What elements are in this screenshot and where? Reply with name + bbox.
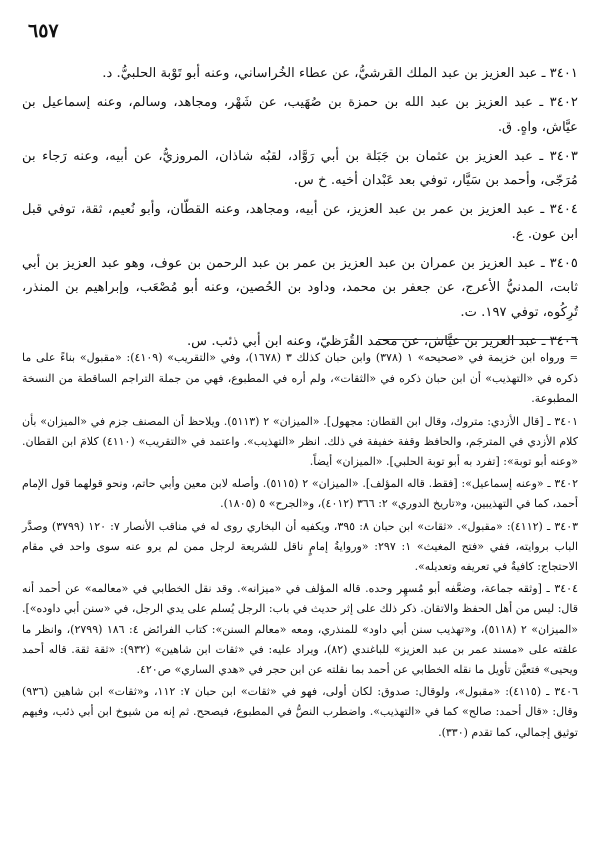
footnote-number: ٣٤٠٢ [554, 477, 578, 491]
footnote-text: (٤١١٢): «مقبول». «ثقات» ابن حبان ٨: ٣٩٥، ويكفيه أن البخاري روى له في مناقب الأنصار ٧: ١٢٠ (٣٧٩٩) وصدَّر الباب بروايته، ففي «فتح المغيث» ١: ٢٩٧: «وروايةُ إمامٍ ناقل للشريعة لرجل ممن لم يرو عنه سوى واحد في مقام الاحتجاج: كافيةٌ في تعريفه وتعديله». [22, 519, 578, 574]
entry-number: ٣٤٠٢ [549, 95, 578, 111]
footnote-3404: ٣٤٠٤ ـ [وثقه جماعة، وضعَّفه أبو مُسهِر وحده. قاله المؤلف في «ميزانه». وقد نقل الخطابي في «معالمه» عن أحمد أنه قال: ليس من أهل الحفظ والاتقان. ذكر ذلك على إثر حديث في باب: الرجل يُسلم على يدي الرجل، في «سنن أبي داوده»]. «الميزان» ٢ (٥١١٨)، و«تهذيب سنن أبي داود» للمنذري، ومعه «معالم السنن»: كتاب الفرائض ٤: ١٨٦ (٢٧٩٩)، وانظر ما علقته على «مسند عمر بن عبد العزيز» للباغندي (٨٢)، ويراد عليه: في «ثقات ابن شاهين» (٩٣٢): «ثقة ثقة. قاله أحمد ويحيى» فتعيَّن تأويل ما نقله الخطابي عن أحمد بما نقلته عن ابن حجر في «هدي الساري» ص٤٢٠. [22, 582, 579, 677]
entry-text: عبد العزيز بن عبد الله بن حمزة بن صُهَيب، عن شَهْر، ومجاهد، وسالم، وعنه إسماعيل بن عيَّاش، واهٍ. ق. [22, 95, 578, 135]
entry-text: عبد العزيز بن عثمان بن جَبَلة بن أبي رَوَّاد، لقبُه شاذان، المروزيُّ، عن أبيه، وعنه رَجاء بن مُرَجّى، وأحمد بن سَيَّار، توفي بعد عَبْدان أخيه. خ س. [22, 148, 578, 189]
entry-3405: ٣٤٠٥ ـ عبد العزيز بن عمران بن عبد العزيز بن عمر بن عبد الرحمن بن عوف، وهو عبد العزيز بن أبي ثابت، المدنيُّ الأعرج، عن جعفر بن محمد، وداود بن الحُصين، وعنه أبو مُصْعَب، وإبراهيم بن المنذر، تُرِكُوه، توفي ١٩٧. ت. [22, 256, 578, 320]
footnote-text: [قال الأزدي: متروك، وقال ابن القطان: مجهول]. «الميزان» ٢ (٥١١٣). ويلاحظ أن المصنف جزم في «الميزان» بأن كلام الأزدي في المترجَم، والحافظ وقفة خفيفة في ذلك. انظر «التهذيب». واعتمد في «التقريب» (٤١١٠) كلامَ ابن القطان. «وعنه أبو توبة»: [تفرد به أبو توبة الحلبي]. «الميزان» أيضاً. [22, 414, 578, 469]
footnote-number: ٣٤٠١ [554, 414, 578, 428]
footnote-3406: ٣٤٠٦ ـ (٤١١٥): «مقبول»، ولوقال: صدوق: لكان أولى، فهو في «ثقات» ابن حبان ٧: ١١٢، و«ثقات» ابن شاهين (٩٣٦) وقال: «قال أحمد: صالح» كما في «التهذيب». واضطرب النصُّ في المطبوع، فيصحح. ثم إنه من شيوخ ابن أبي ذئب، وفيهم توثيق إجمالي، كما تقدم (٣٣٠). [22, 685, 578, 739]
footnote-text: (٤١١٥): «مقبول»، ولوقال: صدوق: لكان أولى، فهو في «ثقات» ابن حبان ٧: ١١٢، و«ثقات» ابن شاهين (٩٣٦) وقال: «قال أحمد: صالح» كما في «التهذيب». واضطرب النصُّ في المطبوع، فيصحح. ثم إنه من شيوخ ابن أبي ذئب، وفيهم توثيق إجمالي، كما تقدم (٣٣٠). [22, 685, 578, 739]
entry-number: ٣٤٠٦ [549, 333, 578, 349]
footnotes [22, 348, 578, 745]
entry-number: ٣٤٠٣ [549, 148, 578, 164]
entry-text: عبد العزيز بن عمران بن عبد العزيز بن عمر بن عبد الرحمن بن عوف، وهو عبد العزيز بن أبي ثابت، المدنيُّ الأعرج، عن جعفر بن محمد، وداود بن الحُصين، وعنه أبو مُصْعَب، وإبراهيم بن المنذر، تُرِكُوه، توفي ١٩٧. ت. [22, 256, 578, 320]
footnote-3401: ٣٤٠١ ـ [قال الأزدي: متروك، وقال ابن القطان: مجهول]. «الميزان» ٢ (٥١١٣). ويلاحظ أن المصنف جزم في «الميزان» بأن كلام الأزدي في المترجَم، والحافظ وقفة خفيفة في ذلك. انظر «التهذيب». واعتمد في «التقريب» (٤١١٠) كلامَ ابن القطان. «وعنه أبو توبة»: [تفرد به أبو توبة الحلبي]. «الميزان» أيضاً. [22, 414, 578, 469]
footnote-number: ٣٤٠٦ [554, 685, 578, 699]
footnote-text: [وثقه جماعة، وضعَّفه أبو مُسهِر وحده. قاله المؤلف في «ميزانه». وقد نقل الخطابي في «معالمه» عن أحمد أنه قال: ليس من أهل الحفظ والاتقان. ذكر ذلك على إثر حديث في باب: الرجل يُسلم على يدي الرجل، في «سنن أبي داوده»]. «الميزان» ٢ (٥١١٨)، و«تهذيب سنن أبي داود» للمنذري، ومعه «معالم السنن»: كتاب الفرائض ٤: ١٨٦ (٢٧٩٩)، وانظر ما علقته على «مسند عمر بن عبد العزيز» للباغندي (٨٢)، ويراد عليه: في «ثقات ابن شاهين» (٩٣٢): «ثقة ثقة. قاله أحمد ويحيى» فتعيَّن تأويل ما نقله الخطابي عن أحمد بما نقلته عن ابن حجر في «هدي الساري» ص٤٢٠. [22, 582, 579, 677]
entry-text: عبد العزيز بن عمر بن عبد العزيز، عن أبيه، ومجاهد، وعنه القطّان، وأبو نُعيم، ثقة، توفي قبل ابن عون. ع. [22, 202, 578, 242]
footnote-marker: = [569, 353, 579, 364]
footnote-3402: ٣٤٠٢ ـ «وعنه إسماعيل»: [فقط. قاله المؤلف]. «الميزان» ٢ (٥١١٥). وأصله لابن معين وأبي حاتم، ونحو قولهما قول الإمام أحمد، كما في التهذيبين، و«تاريخ الدوري» ٢: ٣٦٦ (٤٠١٢)، و«الجرح» ٥ (١٨٠٥). [22, 477, 578, 511]
entry-3401: ٣٤٠١ ـ عبد العزيز بن عبد الملك القرشيُّ، عن عطاء الخُراساني، وعنه أبو تَوْبة الحلبيُّ. د. [102, 66, 578, 81]
footnote-text: «وعنه إسماعيل»: [فقط. قاله المؤلف]. «الميزان» ٢ (٥١١٥). وأصله لابن معين وأبي حاتم، ونحو قولهما قول الإمام أحمد، كما في التهذيبين، و«تاريخ الدوري» ٢: ٣٦٦ (٤٠١٢)، و«الجرح» ٥ (١٨٠٥). [22, 477, 578, 511]
entry-text: عبد العزيز بن عيَّاش، عن محمد القُرَظيّ، وعنه ابن أبي ذئب. س. [186, 333, 538, 349]
page-number: ٦٥٧ [28, 20, 59, 42]
entry-3402: ٣٤٠٢ ـ عبد العزيز بن عبد الله بن حمزة بن صُهَيب، عن شَهْر، ومجاهد، وسالم، وعنه إسماعيل بن عيَّاش، واهٍ. ق. [22, 95, 578, 135]
footnote-text: ورواه ابن خزيمة في «صحيحه» ١ (٣٧٨) وابن حبان كذلك ٣ (١٦٧٨)، وفي «التقريب» (٤١٠٩): «مقبول» بناءً على ما ذكره في «التهذيب» أن ابن حبان ذكره في «الثقات»، ولم أره في المطبوع، فهي من جملة التراجم الساقطة من النسخة المطبوعة. [22, 351, 578, 406]
entry-text: عبد العزيز بن عبد الملك القرشيُّ، عن عطاء الخُراساني، وعنه أبو تَوْبة الحلبيُّ. د. [102, 66, 538, 81]
footnote-number: ٣٤٠٤ [554, 582, 578, 596]
main-entries [22, 62, 578, 359]
entry-number: ٣٤٠١ [549, 66, 578, 81]
footnote-3403: ٣٤٠٣ ـ (٤١١٢): «مقبول». «ثقات» ابن حبان ٨: ٣٩٥، ويكفيه أن البخاري روى له في مناقب الأنصار ٧: ١٢٠ (٣٧٩٩) وصدَّر الباب بروايته، ففي «فتح المغيث» ١: ٢٩٧: «وروايةُ إمامٍ ناقل للشريعة لرجل ممن لم يرو عنه سوى واحد في مقام الاحتجاج: كافيةٌ في تعريفه وتعديله». [22, 519, 579, 574]
footnote-separator [378, 339, 578, 340]
entry-3403: ٣٤٠٣ ـ عبد العزيز بن عثمان بن جَبَلة بن أبي رَوَّاد، لقبُه شاذان، المروزيُّ، عن أبيه، وعنه رَجاء بن مُرَجّى، وأحمد بن سَيَّار، توفي بعد عَبْدان أخيه. خ س. [22, 148, 578, 189]
document-page [22, 12, 578, 838]
footnote-number: ٣٤٠٣ [554, 519, 579, 533]
footnote-continuation [22, 348, 578, 410]
entry-number: ٣٤٠٤ [549, 202, 578, 218]
entry-3404: ٣٤٠٤ ـ عبد العزيز بن عمر بن عبد العزيز، عن أبيه، ومجاهد، وعنه القطّان، وأبو نُعيم، ثقة، توفي قبل ابن عون. ع. [22, 202, 578, 242]
entry-number: ٣٤٠٥ [549, 256, 578, 272]
entry-3406: ٣٤٠٦ ـ عبد العزيز بن عيَّاش، عن محمد القُرَظيّ، وعنه ابن أبي ذئب. س. [186, 333, 578, 349]
